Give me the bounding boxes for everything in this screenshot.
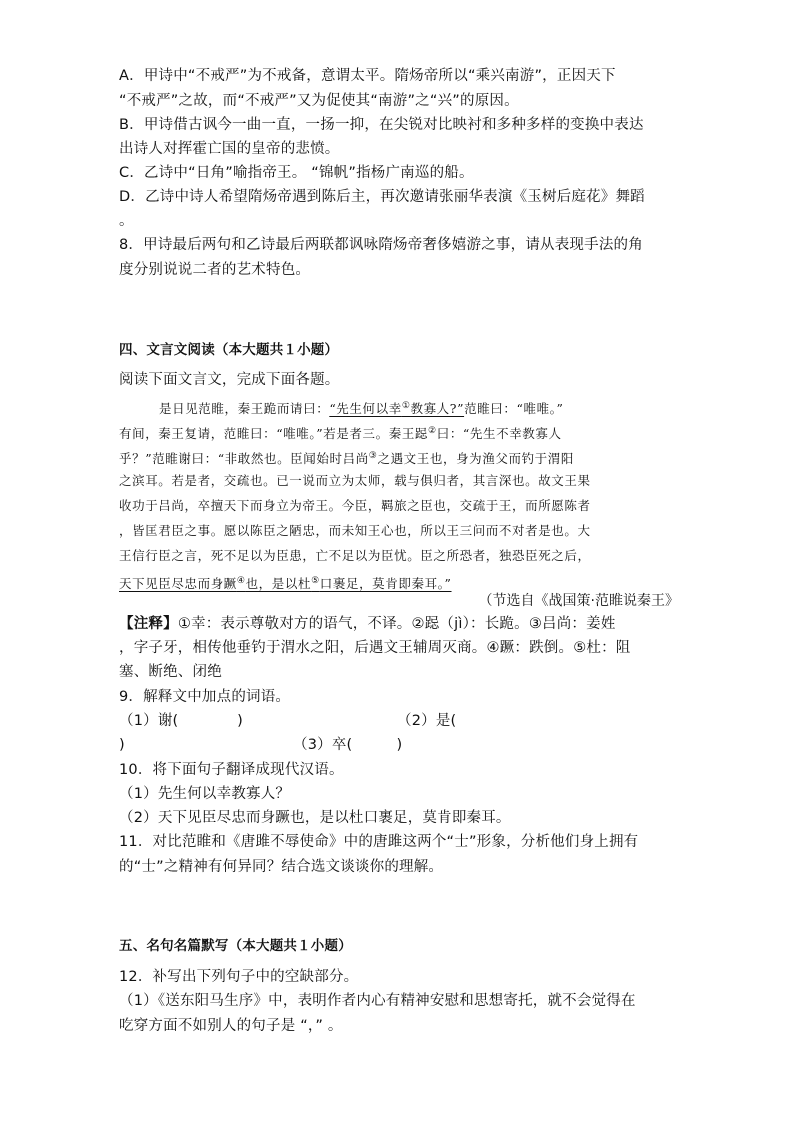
question-10-item-1: （1）先生何以幸教寡人？ [119, 786, 291, 802]
question-10-item-2: （2）天下见臣尽忠而身蹶也，是以杜口裹足，莫肯即秦耳。 [119, 810, 511, 826]
passage-line-7: 王信行臣之言，死不足以为臣患，亡不足以为臣忧。臣之所恐者，独恐臣死之后， [119, 548, 591, 563]
footnote-marker: ③ [368, 451, 378, 461]
passage-line-1 [159, 396, 564, 419]
passage-line-3 [119, 446, 574, 469]
passage-text: 范睢曰：“唯唯。” [464, 401, 564, 417]
question-9-item-3: （3）卒( ) [293, 737, 403, 753]
passage-text: 乎？”范睢谢曰：“非敢然也。臣闻始时吕尚 [119, 451, 369, 467]
question-11-line-1: 11．对比范睢和《唐雎不辱使命》中的唐雎这两个“士”形象，分析他们身上拥有 [119, 834, 639, 850]
annotation-line-2: ，字子牙，相传他垂钓于渭水之阳，后遇文王辅周灭商。④蹶：跌倒。⑤杜：阻 [119, 640, 631, 656]
passage-line-8 [119, 571, 452, 594]
option-a-line-2: “不戒严”之故，而“不戒严”又为促使其“南游”之“兴”的原因。 [119, 93, 519, 109]
question-9-item-2: （2）是( [397, 713, 457, 729]
question-9: 9．解释文中加点的词语。 [119, 689, 291, 705]
passage-line-5: 收功于吕尚，卒擅天下而身立为帝王。今臣，羁旅之臣也，交疏于王，而所愿陈者 [119, 498, 591, 513]
passage-text: 有间，秦王复请，范睢曰：“唯唯。”若是者三。秦王跽 [119, 426, 429, 442]
section-5-heading: 五、名句名篇默写（本大题共１小题） [119, 938, 352, 954]
question-9-item-2-close: ) [119, 737, 125, 753]
question-9-item-1: （1）谢( ) [119, 713, 244, 729]
passage-text: 口裹足，莫肯即秦耳。” [319, 576, 452, 592]
annotation-line-3: 塞、断绝、闭绝 [119, 664, 222, 680]
option-c-line-1: C．乙诗中“日角”喻指帝王。 “锦帆”指杨广南巡的船。 [119, 165, 474, 181]
passage-text: 是日见范睢，秦王跪而请曰： [159, 401, 330, 417]
passage-intro: 阅读下面文言文，完成下面各题。 [119, 372, 340, 388]
footnote-marker: ② [428, 426, 437, 436]
footnote-marker: ⑤ [311, 576, 320, 586]
passage-text: 教寡人?” [410, 401, 465, 417]
passage-line-4: 之滨耳。若是者，交疏也。已一说而立为太师，载与俱归者，其言深也。故文王果 [119, 473, 591, 488]
passage-text: 也，是以杜 [245, 576, 312, 592]
underlined-sentence-1 [329, 401, 464, 416]
question-12-item-1-line-1: （1）《送东阳马生序》中，表明作者内心有精神安慰和思想寄托，就不会觉得在 [119, 993, 636, 1009]
option-d-line-1: D．乙诗中诗人希望隋炀帝遇到陈后主，再次邀请张丽华表演《玉树后庭花》舞蹈 [119, 189, 645, 205]
footnote-marker: ① [401, 401, 411, 411]
annotation-label: 【注释】 [119, 616, 178, 632]
option-b-line-1: B．甲诗借古讽今一曲一直，一扬一抑，在尖锐对比映衬和多种多样的变换中表达 [119, 117, 644, 133]
option-a-line-1: A．甲诗中“不戒严”为不戒备，意谓太平。隋炀帝所以“乘兴南游”，正因天下 [119, 68, 616, 84]
question-11-line-2: 的“士”之精神有何异同？结合选文谈谈你的理解。 [119, 859, 444, 875]
footnote-marker: ④ [236, 576, 246, 586]
section-4-heading: 四、文言文阅读（本大题共１小题） [119, 342, 339, 358]
question-8-line-1: 8．甲诗最后两句和乙诗最后两联都讽咏隋炀帝奢侈嬉游之事，请从表现手法的角 [119, 237, 643, 253]
question-8-line-2: 度分别说说二者的艺术特色。 [119, 262, 311, 278]
question-12-item-1-line-2: 吃穿方面不如别人的句子是 “，” 。 [119, 1018, 343, 1034]
passage-text: 曰：“先生不幸教寡人 [436, 426, 562, 442]
annotation-text: ①幸：表示尊敬对方的语气，不译。②跽（jì）：长跪。③吕尚：姜姓 [177, 616, 616, 632]
passage-text: “先生何以幸 [329, 401, 402, 417]
question-12: 12．补写出下列句子中的空缺部分。 [119, 969, 359, 985]
passage-text: 天下见臣尽忠而身蹶 [119, 576, 237, 592]
option-b-line-2: 出诗人对挥霍亡国的皇帝的悲愤。 [119, 141, 340, 157]
passage-source: （节选自《战国策·范睢说秦王》 [478, 593, 679, 609]
passage-line-6: ，皆匡君臣之事。愿以陈臣之陋忠，而未知王心也，所以王三问而不对者是也。大 [119, 523, 591, 538]
annotation-line-1 [119, 614, 616, 634]
passage-line-2 [119, 421, 562, 444]
passage-text: 之遇文王也，身为渔父而钓于渭阳 [377, 451, 574, 467]
option-d-line-2: 。 [119, 213, 134, 229]
question-10: 10．将下面句子翻译成现代汉语。 [119, 762, 344, 778]
